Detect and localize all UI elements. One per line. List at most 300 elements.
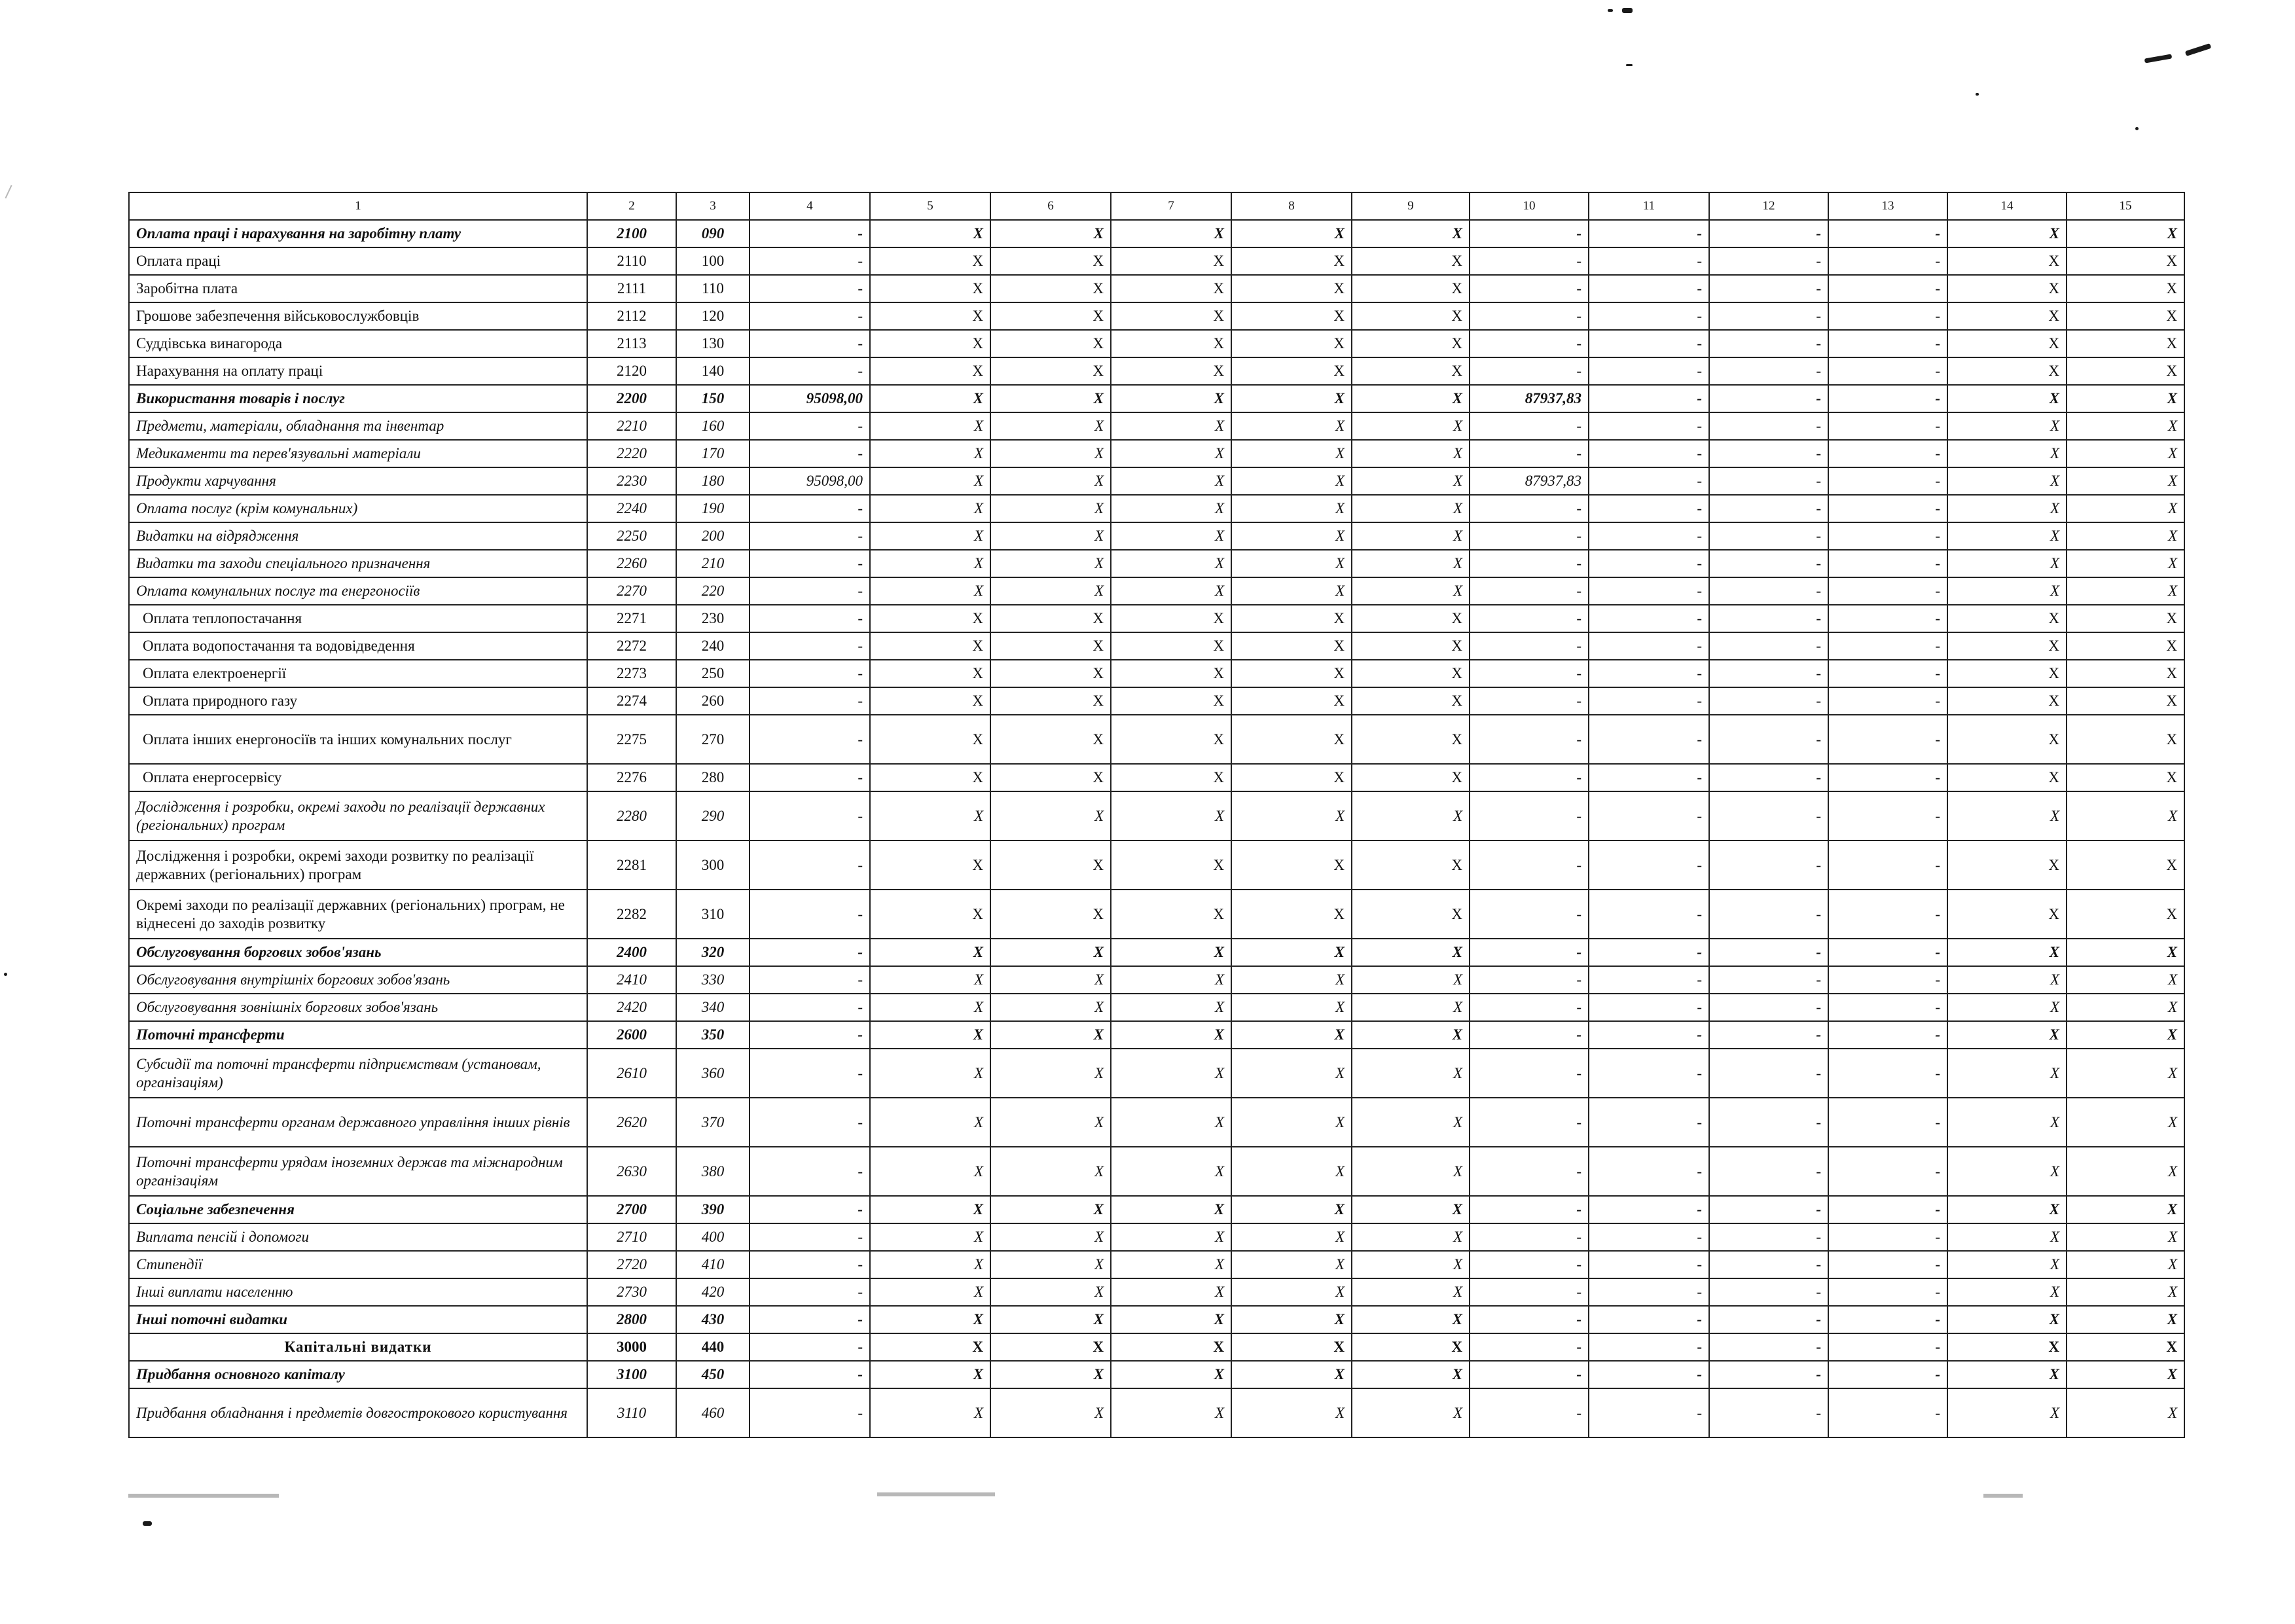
scan-speck bbox=[1976, 93, 1979, 96]
value-cell: - bbox=[1470, 495, 1589, 522]
cross-cell: X bbox=[1947, 1196, 2067, 1223]
value-cell: - bbox=[1709, 840, 1828, 890]
cross-cell: X bbox=[1352, 966, 1470, 994]
cross-cell: X bbox=[2067, 302, 2184, 330]
cross-cell: X bbox=[870, 605, 990, 632]
cross-cell: X bbox=[870, 1333, 990, 1361]
expenditure-code-cell: 2200 bbox=[587, 385, 676, 412]
value-cell: - bbox=[1709, 1196, 1828, 1223]
value-cell: - bbox=[1589, 357, 1709, 385]
line-code-cell: 260 bbox=[676, 687, 750, 715]
cross-cell: X bbox=[870, 966, 990, 994]
cross-cell: X bbox=[870, 1147, 990, 1196]
value-cell: - bbox=[1709, 495, 1828, 522]
row-label: Поточні трансферти органам державного управління інших рівнів bbox=[129, 1098, 587, 1147]
value-cell: - bbox=[1709, 385, 1828, 412]
cross-cell: X bbox=[2067, 1306, 2184, 1333]
column-header: 9 bbox=[1352, 192, 1470, 220]
table-row bbox=[129, 412, 2184, 440]
row-label: Обслуговування зовнішніх боргових зобов'язань bbox=[129, 994, 587, 1021]
value-cell: - bbox=[750, 1196, 870, 1223]
cross-cell: X bbox=[1111, 550, 1231, 577]
cross-cell: X bbox=[870, 1251, 990, 1278]
cross-cell: X bbox=[1111, 1278, 1231, 1306]
cross-cell: X bbox=[1352, 605, 1470, 632]
cross-cell: X bbox=[1231, 764, 1352, 791]
expenditure-code-cell: 2610 bbox=[587, 1049, 676, 1098]
cross-cell: X bbox=[1231, 550, 1352, 577]
value-cell: - bbox=[1709, 412, 1828, 440]
value-cell: - bbox=[1470, 522, 1589, 550]
cross-cell: X bbox=[1231, 357, 1352, 385]
table-row bbox=[129, 495, 2184, 522]
expenditure-code-cell: 2400 bbox=[587, 939, 676, 966]
value-cell: - bbox=[1828, 966, 1947, 994]
scan-speck bbox=[1608, 9, 1613, 12]
cross-cell: X bbox=[1231, 840, 1352, 890]
cross-cell: X bbox=[1352, 1147, 1470, 1196]
cross-cell: X bbox=[990, 247, 1111, 275]
cross-cell: X bbox=[2067, 840, 2184, 890]
cross-cell: X bbox=[1947, 495, 2067, 522]
line-code-cell: 350 bbox=[676, 1021, 750, 1049]
line-code-cell: 360 bbox=[676, 1049, 750, 1098]
cross-cell: X bbox=[2067, 467, 2184, 495]
table-row bbox=[129, 939, 2184, 966]
value-cell: - bbox=[750, 1021, 870, 1049]
row-label: Медикаменти та перев'язувальні матеріали bbox=[129, 440, 587, 467]
cross-cell: X bbox=[2067, 1098, 2184, 1147]
column-header: 10 bbox=[1470, 192, 1589, 220]
value-cell: - bbox=[1828, 412, 1947, 440]
cross-cell: X bbox=[1231, 1361, 1352, 1388]
cross-cell: X bbox=[1111, 966, 1231, 994]
table-row bbox=[129, 1049, 2184, 1098]
table-row bbox=[129, 357, 2184, 385]
line-code-cell: 150 bbox=[676, 385, 750, 412]
value-cell: - bbox=[750, 1147, 870, 1196]
value-cell: - bbox=[1709, 939, 1828, 966]
cross-cell: X bbox=[1352, 495, 1470, 522]
scan-speck bbox=[1626, 64, 1633, 66]
cross-cell: X bbox=[1352, 1251, 1470, 1278]
cross-cell: X bbox=[870, 791, 990, 840]
cross-cell: X bbox=[990, 715, 1111, 764]
value-cell: - bbox=[1589, 440, 1709, 467]
cross-cell: X bbox=[1947, 687, 2067, 715]
cross-cell: X bbox=[1947, 1333, 2067, 1361]
cross-cell: X bbox=[990, 1361, 1111, 1388]
cross-cell: X bbox=[990, 440, 1111, 467]
value-cell: - bbox=[1470, 440, 1589, 467]
cross-cell: X bbox=[1947, 1251, 2067, 1278]
cross-cell: X bbox=[1111, 1388, 1231, 1437]
value-cell: - bbox=[1470, 220, 1589, 247]
row-label: Оплата праці bbox=[129, 247, 587, 275]
value-cell: - bbox=[750, 660, 870, 687]
value-cell: - bbox=[750, 330, 870, 357]
value-cell: - bbox=[1470, 1049, 1589, 1098]
cross-cell: X bbox=[2067, 1223, 2184, 1251]
cross-cell: X bbox=[1231, 939, 1352, 966]
expenditure-code-cell: 2240 bbox=[587, 495, 676, 522]
value-cell: - bbox=[750, 220, 870, 247]
cross-cell: X bbox=[1352, 1361, 1470, 1388]
value-cell: - bbox=[1470, 687, 1589, 715]
table-row bbox=[129, 1251, 2184, 1278]
cross-cell: X bbox=[1231, 247, 1352, 275]
cross-cell: X bbox=[870, 577, 990, 605]
cross-cell: X bbox=[1231, 1278, 1352, 1306]
cross-cell: X bbox=[1947, 890, 2067, 939]
cross-cell: X bbox=[1231, 330, 1352, 357]
scan-speck bbox=[1983, 1494, 2023, 1498]
cross-cell: X bbox=[1231, 1049, 1352, 1098]
value-cell: - bbox=[1470, 577, 1589, 605]
line-code-cell: 090 bbox=[676, 220, 750, 247]
value-cell: - bbox=[1709, 247, 1828, 275]
cross-cell: X bbox=[1352, 1223, 1470, 1251]
table-row bbox=[129, 1196, 2184, 1223]
cross-cell: X bbox=[1352, 412, 1470, 440]
value-cell: - bbox=[1589, 791, 1709, 840]
value-cell: - bbox=[1470, 939, 1589, 966]
cross-cell: X bbox=[870, 939, 990, 966]
cross-cell: X bbox=[1947, 577, 2067, 605]
column-header: 3 bbox=[676, 192, 750, 220]
value-cell: - bbox=[1828, 605, 1947, 632]
value-cell: - bbox=[1470, 1278, 1589, 1306]
cross-cell: X bbox=[870, 385, 990, 412]
cross-cell: X bbox=[1231, 495, 1352, 522]
value-cell: - bbox=[1470, 247, 1589, 275]
cross-cell: X bbox=[2067, 1361, 2184, 1388]
table-row bbox=[129, 1388, 2184, 1437]
value-cell: - bbox=[1828, 715, 1947, 764]
cross-cell: X bbox=[990, 577, 1111, 605]
cross-cell: X bbox=[1111, 1251, 1231, 1278]
cross-cell: X bbox=[1111, 660, 1231, 687]
table-row bbox=[129, 1306, 2184, 1333]
cross-cell: X bbox=[870, 1388, 990, 1437]
value-cell: - bbox=[1709, 440, 1828, 467]
cross-cell: X bbox=[1231, 715, 1352, 764]
value-cell: - bbox=[750, 764, 870, 791]
value-cell: - bbox=[1828, 440, 1947, 467]
expenditure-code-cell: 2410 bbox=[587, 966, 676, 994]
cross-cell: X bbox=[1231, 1021, 1352, 1049]
value-cell: - bbox=[1470, 1306, 1589, 1333]
cross-cell: X bbox=[870, 890, 990, 939]
value-cell: - bbox=[1589, 966, 1709, 994]
expenditure-code-cell: 2630 bbox=[587, 1147, 676, 1196]
scan-speck bbox=[2185, 43, 2212, 56]
value-cell: - bbox=[1470, 764, 1589, 791]
cross-cell: X bbox=[1111, 1223, 1231, 1251]
table-row bbox=[129, 840, 2184, 890]
cross-cell: X bbox=[1111, 522, 1231, 550]
cross-cell: X bbox=[1947, 440, 2067, 467]
line-code-cell: 340 bbox=[676, 994, 750, 1021]
value-cell: - bbox=[1828, 1049, 1947, 1098]
value-cell: - bbox=[1589, 412, 1709, 440]
value-cell: - bbox=[1589, 220, 1709, 247]
cross-cell: X bbox=[1231, 994, 1352, 1021]
cross-cell: X bbox=[1947, 966, 2067, 994]
value-cell: - bbox=[1828, 1278, 1947, 1306]
value-cell: - bbox=[1470, 1361, 1589, 1388]
cross-cell: X bbox=[1111, 1098, 1231, 1147]
value-cell: - bbox=[1589, 1049, 1709, 1098]
expenditure-code-cell: 2210 bbox=[587, 412, 676, 440]
value-cell: - bbox=[1470, 791, 1589, 840]
line-code-cell: 210 bbox=[676, 550, 750, 577]
table-row bbox=[129, 247, 2184, 275]
cross-cell: X bbox=[1947, 302, 2067, 330]
value-cell: - bbox=[1709, 357, 1828, 385]
cross-cell: X bbox=[1231, 275, 1352, 302]
cross-cell: X bbox=[1231, 1306, 1352, 1333]
cross-cell: X bbox=[990, 994, 1111, 1021]
line-code-cell: 400 bbox=[676, 1223, 750, 1251]
expenditure-code-cell: 2274 bbox=[587, 687, 676, 715]
row-label: Оплата інших енергоносіїв та інших комунальних послуг bbox=[129, 715, 587, 764]
line-code-cell: 330 bbox=[676, 966, 750, 994]
cross-cell: X bbox=[1352, 764, 1470, 791]
line-code-cell: 370 bbox=[676, 1098, 750, 1147]
cross-cell: X bbox=[870, 1049, 990, 1098]
value-cell: - bbox=[1470, 1021, 1589, 1049]
value-cell: - bbox=[1709, 966, 1828, 994]
value-cell: 95098,00 bbox=[750, 467, 870, 495]
value-cell: - bbox=[750, 1223, 870, 1251]
value-cell: - bbox=[1470, 1098, 1589, 1147]
value-cell: - bbox=[1709, 577, 1828, 605]
expenditure-code-cell: 2282 bbox=[587, 890, 676, 939]
value-cell: - bbox=[1709, 764, 1828, 791]
value-cell: - bbox=[750, 275, 870, 302]
expenditure-code-cell: 2272 bbox=[587, 632, 676, 660]
cross-cell: X bbox=[1231, 385, 1352, 412]
cross-cell: X bbox=[1111, 1049, 1231, 1098]
cross-cell: X bbox=[2067, 687, 2184, 715]
cross-cell: X bbox=[1352, 440, 1470, 467]
cross-cell: X bbox=[1111, 1306, 1231, 1333]
cross-cell: X bbox=[1352, 357, 1470, 385]
value-cell: - bbox=[750, 302, 870, 330]
value-cell: - bbox=[750, 632, 870, 660]
value-cell: - bbox=[1470, 890, 1589, 939]
value-cell: - bbox=[1828, 220, 1947, 247]
cross-cell: X bbox=[1111, 715, 1231, 764]
line-code-cell: 380 bbox=[676, 1147, 750, 1196]
table-row bbox=[129, 994, 2184, 1021]
column-header: 14 bbox=[1947, 192, 2067, 220]
cross-cell: X bbox=[1231, 1223, 1352, 1251]
cross-cell: X bbox=[1352, 1278, 1470, 1306]
cross-cell: X bbox=[1352, 522, 1470, 550]
value-cell: - bbox=[1470, 1223, 1589, 1251]
line-code-cell: 180 bbox=[676, 467, 750, 495]
line-code-cell: 240 bbox=[676, 632, 750, 660]
column-header: 15 bbox=[2067, 192, 2184, 220]
cross-cell: X bbox=[1947, 247, 2067, 275]
cross-cell: X bbox=[1231, 577, 1352, 605]
value-cell: - bbox=[1828, 522, 1947, 550]
value-cell: - bbox=[1828, 1223, 1947, 1251]
cross-cell: X bbox=[1231, 1098, 1352, 1147]
value-cell: - bbox=[1589, 687, 1709, 715]
value-cell: - bbox=[1470, 1251, 1589, 1278]
cross-cell: X bbox=[990, 385, 1111, 412]
table-row bbox=[129, 220, 2184, 247]
value-cell: - bbox=[1828, 994, 1947, 1021]
value-cell: - bbox=[1470, 605, 1589, 632]
table-row bbox=[129, 1021, 2184, 1049]
cross-cell: X bbox=[1947, 939, 2067, 966]
cross-cell: X bbox=[1231, 632, 1352, 660]
row-label: Оплата електроенергії bbox=[129, 660, 587, 687]
cross-cell: X bbox=[1231, 791, 1352, 840]
cross-cell: X bbox=[1111, 939, 1231, 966]
cross-cell: X bbox=[1231, 522, 1352, 550]
column-header: 13 bbox=[1828, 192, 1947, 220]
cross-cell: X bbox=[1947, 1361, 2067, 1388]
cross-cell: X bbox=[1111, 1147, 1231, 1196]
line-code-cell: 110 bbox=[676, 275, 750, 302]
cross-cell: X bbox=[990, 660, 1111, 687]
row-label: Інші поточні видатки bbox=[129, 1306, 587, 1333]
cross-cell: X bbox=[990, 1306, 1111, 1333]
cross-cell: X bbox=[1352, 994, 1470, 1021]
scan-speck bbox=[2144, 54, 2173, 63]
expenditure-code-cell: 2281 bbox=[587, 840, 676, 890]
value-cell: - bbox=[1828, 764, 1947, 791]
row-label: Предмети, матеріали, обладнання та інвентар bbox=[129, 412, 587, 440]
value-cell: - bbox=[1470, 632, 1589, 660]
cross-cell: X bbox=[990, 467, 1111, 495]
cross-cell: X bbox=[870, 840, 990, 890]
line-code-cell: 430 bbox=[676, 1306, 750, 1333]
cross-cell: X bbox=[990, 412, 1111, 440]
line-code-cell: 170 bbox=[676, 440, 750, 467]
value-cell: - bbox=[750, 412, 870, 440]
cross-cell: X bbox=[870, 440, 990, 467]
expenditure-code-cell: 2800 bbox=[587, 1306, 676, 1333]
expenditure-code-cell: 2100 bbox=[587, 220, 676, 247]
row-label: Оплата водопостачання та водовідведення bbox=[129, 632, 587, 660]
cross-cell: X bbox=[990, 966, 1111, 994]
value-cell: - bbox=[1709, 1333, 1828, 1361]
cross-cell: X bbox=[1111, 890, 1231, 939]
row-label: Субсидії та поточні трансферти підприємствам (установам, організаціям) bbox=[129, 1049, 587, 1098]
value-cell: 87937,83 bbox=[1470, 467, 1589, 495]
table-row bbox=[129, 966, 2184, 994]
value-cell: - bbox=[1828, 1388, 1947, 1437]
cross-cell: X bbox=[990, 687, 1111, 715]
cross-cell: X bbox=[1352, 1049, 1470, 1098]
cross-cell: X bbox=[1947, 385, 2067, 412]
cross-cell: X bbox=[870, 1223, 990, 1251]
cross-cell: X bbox=[1231, 440, 1352, 467]
cross-cell: X bbox=[990, 330, 1111, 357]
table-row bbox=[129, 1098, 2184, 1147]
line-code-cell: 220 bbox=[676, 577, 750, 605]
value-cell: - bbox=[1589, 715, 1709, 764]
value-cell: - bbox=[1828, 890, 1947, 939]
cross-cell: X bbox=[870, 412, 990, 440]
cross-cell: X bbox=[2067, 550, 2184, 577]
value-cell: - bbox=[1470, 660, 1589, 687]
value-cell: - bbox=[1589, 632, 1709, 660]
table-row bbox=[129, 632, 2184, 660]
cross-cell: X bbox=[870, 495, 990, 522]
row-label: Обслуговування внутрішніх боргових зобов'язань bbox=[129, 966, 587, 994]
cross-cell: X bbox=[2067, 440, 2184, 467]
cross-cell: X bbox=[1352, 1388, 1470, 1437]
table-row bbox=[129, 302, 2184, 330]
cross-cell: X bbox=[1352, 385, 1470, 412]
line-code-cell: 450 bbox=[676, 1361, 750, 1388]
cross-cell: X bbox=[990, 522, 1111, 550]
value-cell: - bbox=[1828, 275, 1947, 302]
cross-cell: X bbox=[1947, 715, 2067, 764]
cross-cell: X bbox=[1231, 660, 1352, 687]
value-cell: - bbox=[750, 495, 870, 522]
cross-cell: X bbox=[1947, 1278, 2067, 1306]
cross-cell: X bbox=[990, 840, 1111, 890]
cross-cell: X bbox=[2067, 1147, 2184, 1196]
cross-cell: X bbox=[1111, 412, 1231, 440]
value-cell: - bbox=[750, 1251, 870, 1278]
cross-cell: X bbox=[1111, 275, 1231, 302]
cross-cell: X bbox=[1111, 220, 1231, 247]
value-cell: - bbox=[1589, 994, 1709, 1021]
cross-cell: X bbox=[870, 764, 990, 791]
table-row bbox=[129, 764, 2184, 791]
cross-cell: X bbox=[2067, 385, 2184, 412]
line-code-cell: 300 bbox=[676, 840, 750, 890]
value-cell: - bbox=[1589, 1196, 1709, 1223]
row-label: Суддівська винагорода bbox=[129, 330, 587, 357]
value-cell: - bbox=[750, 1388, 870, 1437]
value-cell: - bbox=[1589, 764, 1709, 791]
cross-cell: X bbox=[1947, 412, 2067, 440]
cross-cell: X bbox=[870, 1361, 990, 1388]
value-cell: - bbox=[1828, 791, 1947, 840]
cross-cell: X bbox=[1352, 791, 1470, 840]
expenditure-code-cell: 2420 bbox=[587, 994, 676, 1021]
scan-speck bbox=[128, 1494, 279, 1498]
value-cell: - bbox=[1589, 1021, 1709, 1049]
cross-cell: X bbox=[2067, 890, 2184, 939]
line-code-cell: 250 bbox=[676, 660, 750, 687]
cross-cell: X bbox=[1111, 495, 1231, 522]
column-header: 7 bbox=[1111, 192, 1231, 220]
cross-cell: X bbox=[870, 550, 990, 577]
cross-cell: X bbox=[1111, 605, 1231, 632]
expenditure-code-cell: 2111 bbox=[587, 275, 676, 302]
cross-cell: X bbox=[1947, 275, 2067, 302]
scan-speck bbox=[5, 185, 12, 199]
cross-cell: X bbox=[1352, 1306, 1470, 1333]
table-row bbox=[129, 1333, 2184, 1361]
row-label: Оплата послуг (крім комунальних) bbox=[129, 495, 587, 522]
value-cell: - bbox=[1470, 1147, 1589, 1196]
expenditure-code-cell: 3100 bbox=[587, 1361, 676, 1388]
cross-cell: X bbox=[990, 939, 1111, 966]
cross-cell: X bbox=[1111, 840, 1231, 890]
